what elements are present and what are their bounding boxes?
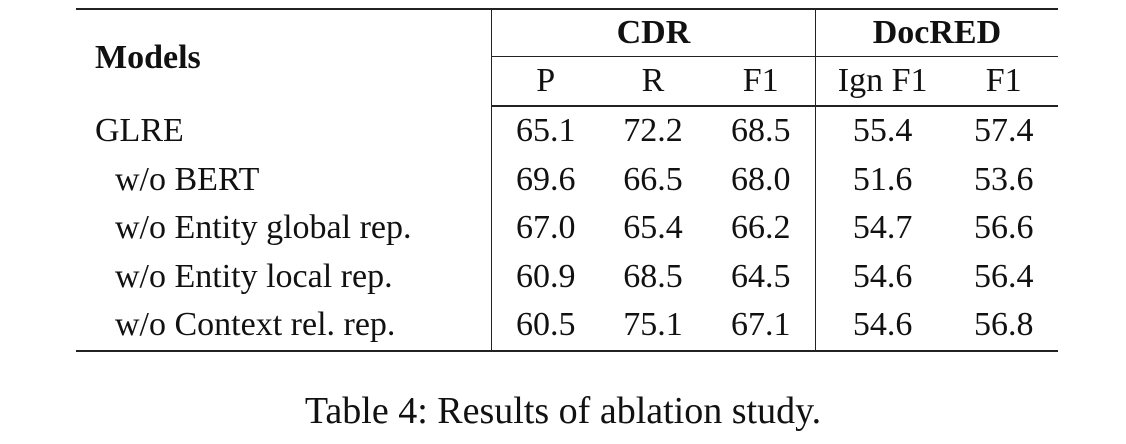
cell-value: 68.0 [730, 160, 791, 198]
model-name: w/o Entity global rep. [115, 209, 412, 247]
table-caption: Table 4: Results of ablation study. [304, 390, 822, 432]
cell-value: 67.0 [492, 204, 600, 253]
group-header-cdr: CDR [492, 9, 816, 57]
model-name: w/o BERT [115, 160, 260, 198]
cell-value: 66.2 [730, 209, 791, 247]
cell-value: 51.6 [815, 156, 949, 205]
cell-value-best: 55.4 [815, 106, 949, 156]
cell-value: 72.2 [623, 112, 683, 150]
cell-value: 60.9 [492, 253, 600, 302]
model-name: w/o Entity local rep. [115, 257, 393, 295]
col-header-cdr-p: P [492, 57, 600, 107]
cell-value-best: 57.4 [973, 112, 1034, 150]
cell-value: 68.5 [623, 257, 683, 295]
ablation-table [76, 8, 1058, 352]
table-row [76, 253, 1058, 302]
cell-value-best: 68.5 [730, 112, 791, 150]
col-header-docred-f1: F1 [949, 57, 1058, 107]
cell-value: 56.6 [973, 209, 1034, 247]
group-header-docred: DocRED [815, 9, 1058, 57]
table-row [76, 106, 1058, 156]
cell-value: 67.1 [707, 301, 816, 351]
col-header-cdr-r: R [599, 57, 706, 107]
model-name: w/o Context rel. rep. [76, 301, 492, 351]
cell-value: 65.4 [623, 209, 683, 247]
cell-value-best: 75.1 [599, 301, 706, 351]
table-row [76, 301, 1058, 351]
cell-value: 54.6 [815, 301, 949, 351]
models-header: Models [76, 9, 492, 106]
cell-value: 54.6 [815, 253, 949, 302]
cell-value: 56.8 [949, 301, 1058, 351]
cell-value: 53.6 [973, 160, 1034, 198]
cell-value: 64.5 [730, 257, 791, 295]
cell-value-best: 69.6 [492, 156, 600, 205]
cell-value: 65.1 [492, 106, 600, 156]
table-row [76, 204, 1058, 253]
table-row [76, 156, 1058, 205]
cell-value: 56.4 [973, 257, 1034, 295]
model-name: GLRE [95, 111, 184, 149]
col-header-docred-ign-f1: Ign F1 [815, 57, 949, 107]
cell-value: 60.5 [492, 301, 600, 351]
cell-value: 66.5 [623, 160, 683, 198]
cell-value: 54.7 [815, 204, 949, 253]
col-header-cdr-f1: F1 [707, 57, 816, 107]
